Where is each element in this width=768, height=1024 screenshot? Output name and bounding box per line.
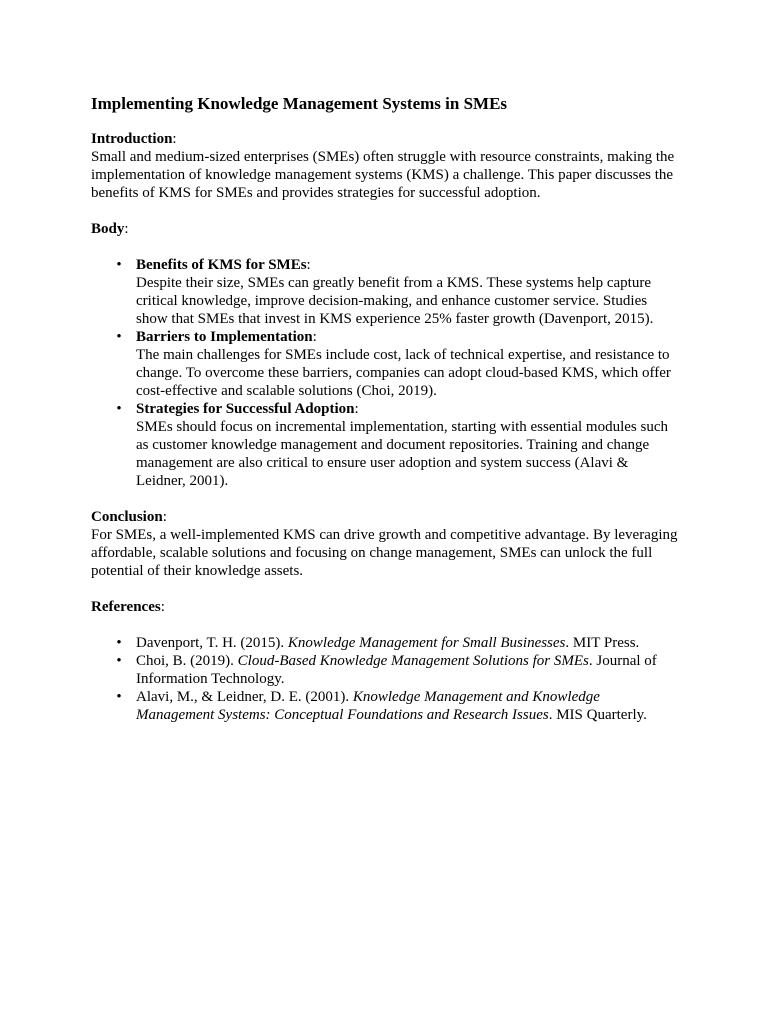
conclusion-heading-label: Conclusion xyxy=(91,509,163,525)
conclusion-text: For SMEs, a well-implemented KMS can drive growth and competitive advantage. By leveraging affordable, scalable solutions and focusing on change management, SMEs can unlock the full potential of their knowledge assets. xyxy=(91,527,678,579)
bullet-icon: • xyxy=(116,635,122,651)
reference-authors: Choi, B. (2019). xyxy=(136,653,238,669)
introduction-heading xyxy=(91,130,681,148)
list-item-text: The main challenges for SMEs include cost, lack of technical expertise, and resistance to change. To overcome these barriers, companies can adopt cloud-based KMS, which offer cost-effective and scalable solutions (Choi, 2019). xyxy=(136,347,671,399)
references-list xyxy=(91,634,681,724)
list-item-benefits xyxy=(116,256,681,328)
introduction-heading-colon: : xyxy=(172,131,177,147)
reference-title: Knowledge Management and Knowledge Management Systems: Conceptual Foundations and Research Issues xyxy=(136,689,600,723)
reference-source: . Journal of Information Technology. xyxy=(136,653,657,687)
introduction-text: Small and medium-sized enterprises (SMEs) often struggle with resource constraints, making the implementation of knowledge management systems (KMS) a challenge. This paper discusses the benefits of KMS for SMEs and provides strategies for successful adoption. xyxy=(91,149,675,201)
bullet-icon: • xyxy=(116,653,122,669)
introduction-section xyxy=(91,130,681,202)
reference-title: Knowledge Management for Small Businesses xyxy=(287,635,566,651)
reference-source: . MIS Quarterly. xyxy=(548,707,647,723)
document-content xyxy=(91,94,681,742)
references-heading-colon: : xyxy=(160,599,165,615)
reference-item xyxy=(116,634,681,652)
list-item-barriers xyxy=(116,328,681,400)
list-item-colon: : xyxy=(306,257,311,273)
body-list xyxy=(91,256,681,490)
body-heading xyxy=(91,220,681,238)
list-item-colon: : xyxy=(354,401,359,417)
list-item-strategies xyxy=(116,400,681,490)
conclusion-heading-colon: : xyxy=(162,509,167,525)
reference-item xyxy=(116,688,681,724)
references-heading xyxy=(91,598,681,616)
references-heading-label: References xyxy=(91,599,161,615)
bullet-icon: • xyxy=(116,401,122,417)
list-item-title: Strategies for Successful Adoption xyxy=(136,401,355,417)
body-section xyxy=(91,220,681,490)
list-item-colon: : xyxy=(312,329,317,345)
bullet-icon: • xyxy=(116,329,122,345)
body-heading-colon: : xyxy=(124,221,129,237)
conclusion-heading xyxy=(91,508,681,526)
conclusion-section xyxy=(91,508,681,580)
document-title: Implementing Knowledge Management Systems in SMEs xyxy=(91,94,508,113)
list-item-text: SMEs should focus on incremental implementation, starting with essential modules such as customer knowledge management and document repositories. Training and change management are also critical to ensure user adoption and system success (Alavi & Leidner, 2001). xyxy=(136,419,669,489)
references-section xyxy=(91,598,681,724)
reference-title: Cloud-Based Knowledge Management Solutions for SMEs xyxy=(237,653,589,669)
list-item-title: Barriers to Implementation xyxy=(136,329,313,345)
reference-authors: Davenport, T. H. (2015). xyxy=(136,635,288,651)
reference-authors: Alavi, M., & Leidner, D. E. (2001). xyxy=(136,689,353,705)
reference-item xyxy=(116,652,681,688)
introduction-heading-label: Introduction xyxy=(91,131,173,147)
list-item-title: Benefits of KMS for SMEs xyxy=(136,257,307,273)
reference-source: . MIT Press. xyxy=(565,635,640,651)
bullet-icon: • xyxy=(116,689,122,705)
body-heading-label: Body xyxy=(91,221,125,237)
list-item-text: Despite their size, SMEs can greatly benefit from a KMS. These systems help capture critical knowledge, improve decision-making, and enhance customer service. Studies show that SMEs that invest in KMS experience 25% faster growth (Davenport, 2015). xyxy=(136,275,654,327)
bullet-icon: • xyxy=(116,257,122,273)
